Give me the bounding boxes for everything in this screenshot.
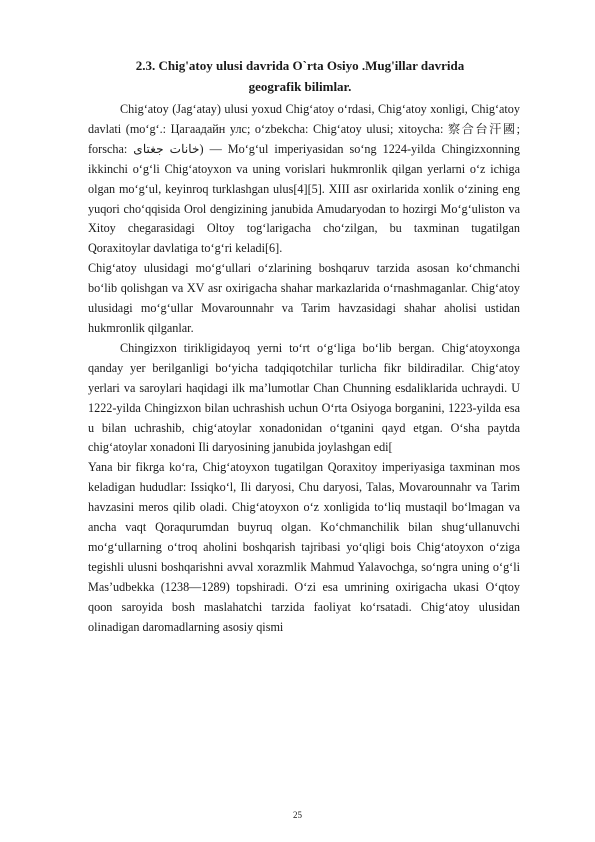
section-heading-line-2: geografik bilimlar. <box>248 79 352 94</box>
body-text <box>88 100 520 637</box>
section-heading-line-1: 2.3. Chig'atoy ulusi davrida O`rta Osiyo .Mug'illar davrida <box>135 58 465 73</box>
paragraph-3: Chingizxon tirikligidayoq yerni to‘rt o‘g‘liga bo‘lib bergan. Chig‘atoyxonga qanday yer berilganligi bo‘yicha tadqiqotchilar turlicha fikr bildiradilar. Chig‘atoy yerlari va saroylari haqidagi ilk ma’lumotlar Chan Chunning esdaliklarida uchraydi. U 1222-yilda Chingizxon bilan uchrashish uchun O‘rta Osiyoga borganini, 1223-yilda esa u bilan uchrashib, chig‘atoylar xonadonidan o‘tganini qayd etgan. O‘sha paytda chig‘atoylar xonadoni Ili daryosining janubida joylashgan edi[ <box>88 340 520 455</box>
paragraph-1: Chig‘atoy (Jag‘atay) ulusi yoxud Chig‘atoy o‘rdasi, Chig‘atoy xonligi, Chig‘atoy davlati (mo‘g‘.: Цагаадайн улс; o‘zbekcha: Chig‘atoy ulusi; xitoycha: 察合台汗國; forscha: خانات جغتای) — Mo‘g‘ul imperiyasidan so‘ng 1224-yilda Chingizxonning ikkinchi o‘g‘li Chig‘atoyxon va uning vorislari hukmronlik qilgan yerlarni o‘z ichiga olgan mo‘g‘ul, keyinroq turklashgan ulus[4][5]. XIII asr oxirlarida xonlik o‘zining eng yuqori cho‘qqisida Orol dengizining janubida Amudaryodan to hozirgi Mo‘g‘uliston va Xitoy chegarasidagi Oltoy tog‘larigacha cho‘zilgan, bu taxminan tugatilgan Qoraxitoylar davlatiga to‘g‘ri keladi[6]. <box>88 102 520 256</box>
paragraph-4: Yana bir fikrga ko‘ra, Chig‘atoyxon tugatilgan Qoraxitoy imperiyasiga taxminan mos keladigan hududlar: Issiqko‘l, Ili daryosi, Chu daryosi, Talas, Movarounnahr va Tarim havzasini meros qilib oladi. Chig‘atoyxon o‘z xonligida to‘liq mustaqil bo‘lmagan va ancha vaqt Qoraqurumdan buyruq olgan. Ko‘chmanchilik bilan shug‘ullanuvchi mo‘g‘ullarning o‘troq aholini boshqarish tajribasi yo‘qligi bois Chig‘atoyxon o‘ziga tegishli ulusni boshqarishni avval xorazmlik Mahmud Yalavochga, so‘ngra uning o‘g‘li Mas’udbekka (1238—1289) topshiradi. O‘zi esa umrining oxirigacha ukasi O‘qtoy qoon saroyida bosh maslahatchi tarzida faoliyat ko‘rsatadi. Chig‘atoy ulusidan olinadigan daromadlarning asosiy qismi <box>88 460 520 634</box>
paragraph-2: Chig‘atoy ulusidagi mo‘g‘ullari o‘zlarining boshqaruv tarzida asosan ko‘chmanchi bo‘lib qolishgan va XV asr oxirigacha shahar markazlarida o‘rnashmaganlar. Chig‘atoy ulusidagi mo‘g‘ullar Movarounnahr va Tarim havzasidagi shahar aholisi ustidan hukmronlik qilganlar. <box>88 261 520 335</box>
page-number: 25 <box>293 810 302 820</box>
